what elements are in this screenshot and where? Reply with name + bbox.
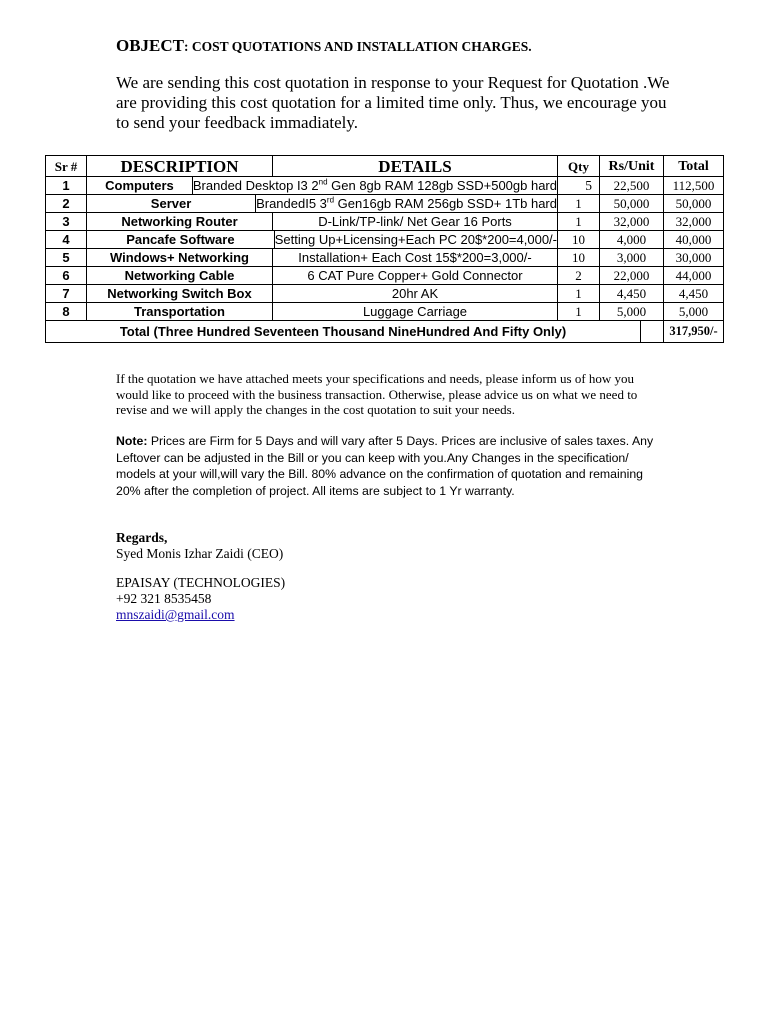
cell-qty: 5	[585, 178, 592, 193]
cell-rate: 22,500	[600, 177, 664, 195]
cell-total: 5,000	[664, 303, 724, 321]
cell-qty: 2	[558, 267, 600, 285]
intro-paragraph: We are sending this cost quotation in response to your Request for Quotation .We are providing this cost quotation for a limited time only. Thus, we encourage you to send your feedback immadiately.	[116, 73, 670, 132]
object-subject: : COST QUOTATIONS AND INSTALLATION CHARGES.	[184, 39, 532, 54]
cell-qty-rate	[558, 177, 600, 195]
cell-details: Branded Desktop I3 2nd Gen 8gb RAM 128gb SSD+500gb hard	[192, 177, 557, 193]
cell-item: Computers	[87, 177, 193, 194]
table-row	[46, 177, 724, 195]
total-row	[46, 321, 724, 343]
note-label: Note:	[116, 434, 148, 448]
cell-sr: 3	[46, 213, 87, 231]
cell-rate: 5,000	[600, 303, 664, 321]
total-words: Total (Three Hundred Seventeen Thousand NineHundred And Fifty Only)	[46, 321, 641, 342]
table-row	[46, 231, 724, 249]
cell-item: Networking Switch Box	[87, 285, 273, 303]
cell-item: Transportation	[87, 303, 273, 321]
header-qty: Qty	[558, 156, 600, 177]
cell-total: 32,000	[664, 213, 724, 231]
table-row	[46, 249, 724, 267]
company-name: EPAISAY (TECHNOLOGIES)	[116, 575, 286, 590]
note-paragraph	[116, 433, 656, 499]
table-row	[46, 213, 724, 231]
cell-item-details	[87, 195, 558, 213]
closing-paragraph: If the quotation we have attached meets your specifications and needs, please inform us of how you would like to proceed with the business transaction. Otherwise, please advice us on what we need to revise and we will apply the changes in the cost quotation to suit your needs.	[116, 371, 638, 417]
cell-qty: 1	[558, 195, 600, 213]
cell-sr: 8	[46, 303, 87, 321]
cell-sr: 4	[46, 231, 87, 249]
cell-rate: 3,000	[600, 249, 664, 267]
cell-item: Networking Router	[87, 213, 273, 231]
cell-rate: 32,000	[600, 213, 664, 231]
table-row	[46, 303, 724, 321]
cell-details: Setting Up+Licensing+Each PC 20$*200=4,000/-	[274, 232, 557, 247]
cell-qty: 1	[558, 285, 600, 303]
phone-number: +92 321 8535458	[116, 591, 212, 606]
cell-details: Luggage Carriage	[273, 303, 558, 321]
cell-rate: 22,000	[600, 267, 664, 285]
table-row	[46, 267, 724, 285]
cell-rate: 4,000	[600, 231, 664, 249]
cell-total: 50,000	[664, 195, 724, 213]
cell-total: 44,000	[664, 267, 724, 285]
signature-block	[116, 530, 283, 562]
cell-total: 30,000	[664, 249, 724, 267]
cell-item-details	[87, 231, 558, 249]
header-rate: Rs/Unit	[600, 156, 664, 177]
regards-label: Regards,	[116, 530, 168, 545]
cell-sr: 6	[46, 267, 87, 285]
header-total: Total	[664, 156, 724, 177]
cell-total: 4,450	[664, 285, 724, 303]
cell-details: BrandedI5 3rd Gen16gb RAM 256gb SSD+ 1Tb hard	[256, 195, 557, 211]
cell-details: D-Link/TP-link/ Net Gear 16 Ports	[273, 213, 558, 231]
cell-total: 40,000	[664, 231, 724, 249]
cell-sr: 7	[46, 285, 87, 303]
company-block	[116, 575, 285, 623]
cell-sr: 5	[46, 249, 87, 267]
total-amount: 317,950/-	[664, 321, 724, 343]
table-row	[46, 195, 724, 213]
cell-qty: 1	[558, 213, 600, 231]
cell-sr: 1	[46, 177, 87, 195]
total-words-cell	[46, 321, 664, 343]
note-text: Prices are Firm for 5 Days and will vary after 5 Days. Prices are inclusive of sales taxes. Any Leftover can be adjusted in the Bill or you can keep with you.Any Changes in the specification/ models at your will,will vary the Bill. 80% advance on the confirmation of quotation and remaining 20% after the completion of project. All items are subject to 1 Yr warranty.	[116, 434, 654, 498]
cell-sr: 2	[46, 195, 87, 213]
header-sr: Sr #	[46, 156, 87, 177]
header-details: DETAILS	[273, 156, 558, 177]
cell-item: Networking Cable	[87, 267, 273, 285]
cell-item: Windows+ Networking	[87, 249, 273, 267]
email-link[interactable]: mnszaidi@gmail.com	[116, 607, 235, 622]
cell-rate: 50,000	[600, 195, 664, 213]
cell-rate: 4,450	[600, 285, 664, 303]
signer-name: Syed Monis Izhar Zaidi (CEO)	[116, 546, 284, 561]
cell-total: 112,500	[664, 177, 724, 195]
cell-details: Installation+ Each Cost 15$*200=3,000/-	[273, 249, 558, 267]
header-description: DESCRIPTION	[87, 156, 273, 177]
table-row	[46, 285, 724, 303]
cell-qty: 10	[558, 249, 600, 267]
quotation-table	[45, 155, 724, 343]
cell-item: Server	[87, 195, 256, 212]
cell-item-details	[87, 177, 558, 195]
cell-qty: 10	[558, 231, 600, 249]
cell-qty: 1	[558, 303, 600, 321]
cell-item: Pancafe Software	[87, 231, 275, 248]
object-line	[116, 36, 532, 56]
cell-details: 20hr AK	[273, 285, 558, 303]
object-label: OBJECT	[116, 36, 185, 55]
cell-details: 6 CAT Pure Copper+ Gold Connector	[273, 267, 558, 285]
table-header-row	[46, 156, 724, 177]
